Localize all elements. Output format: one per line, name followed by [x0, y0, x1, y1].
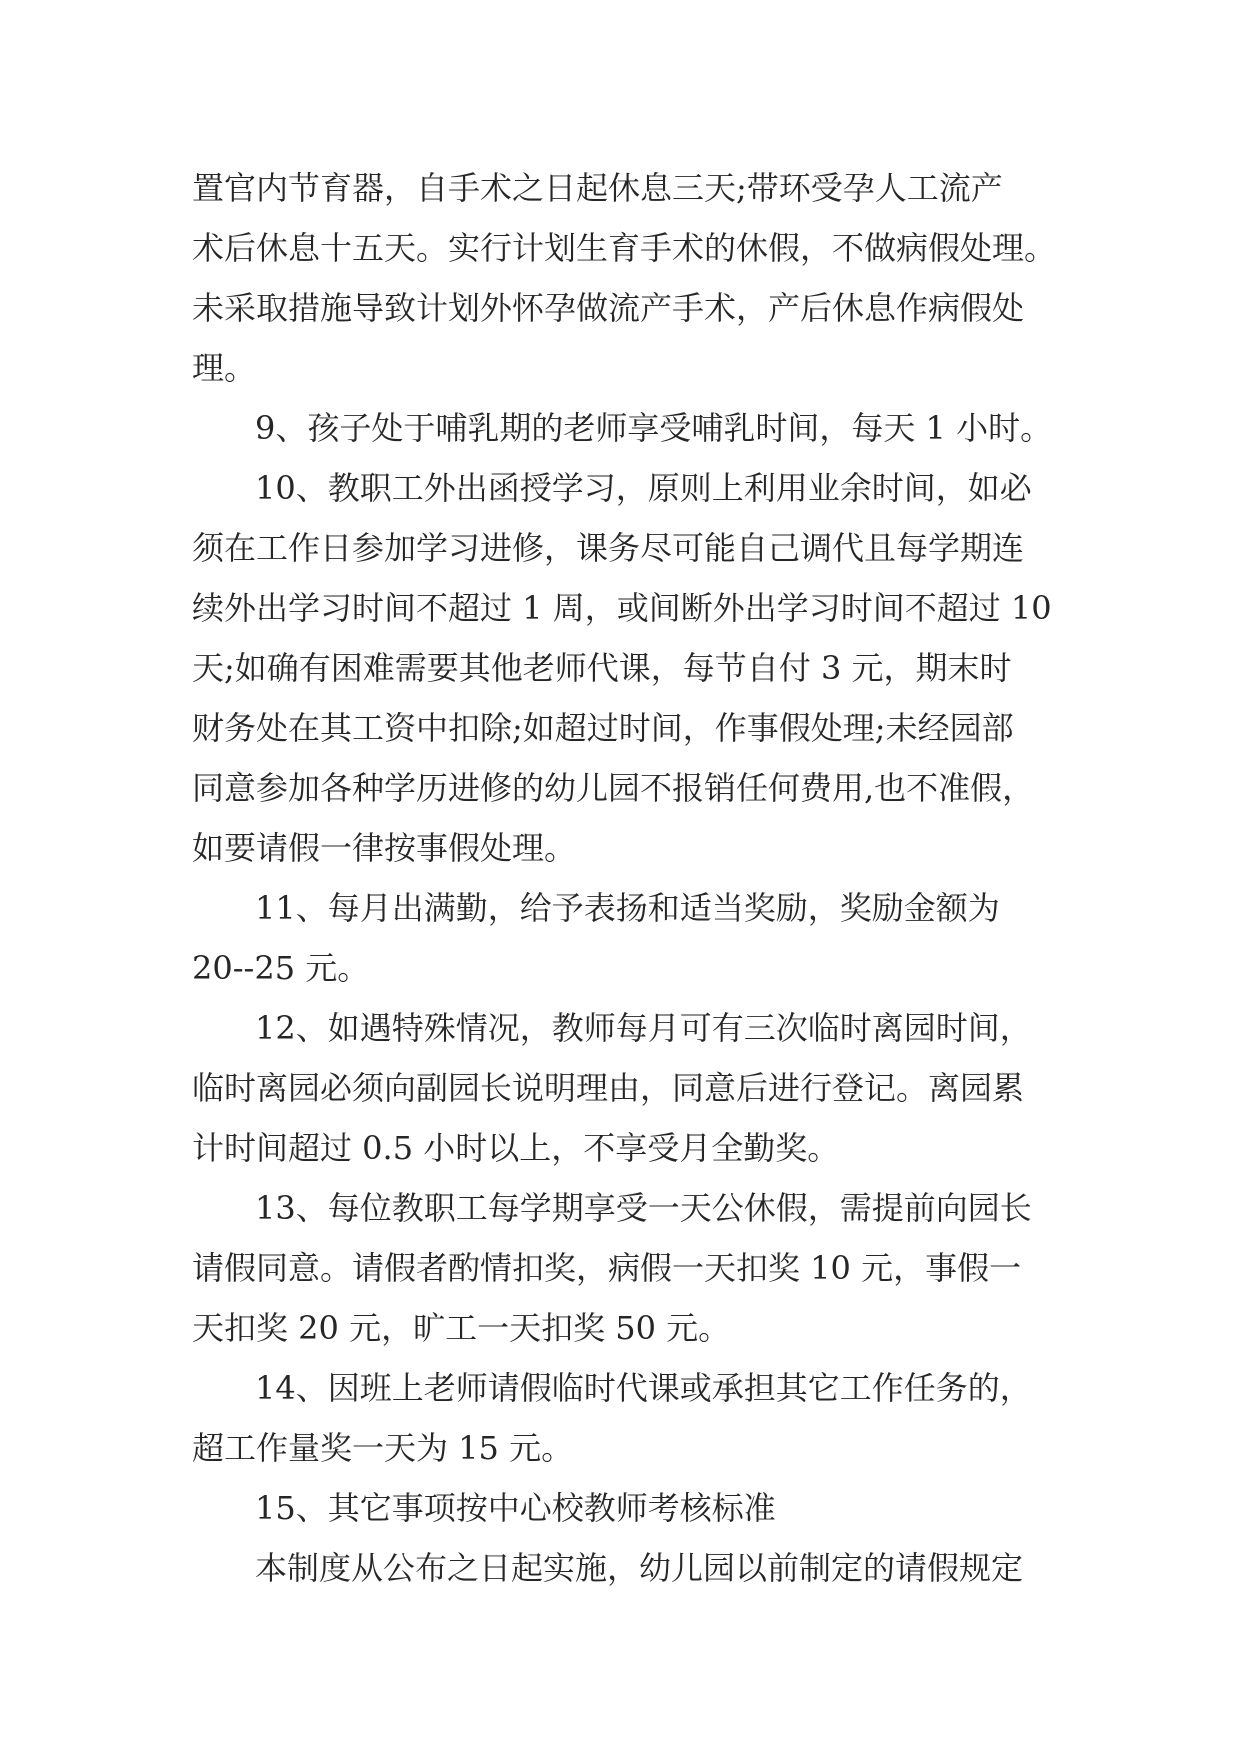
- text-line: 超工作量奖一天为 15 元。: [192, 1429, 574, 1467]
- text-line: 财务处在其工资中扣除;如超过时间，作事假处理;未经园部: [192, 709, 1014, 747]
- text-line: 续外出学习时间不超过 1 周，或间断外出学习时间不超过 10: [192, 589, 1052, 627]
- text-line: 同意参加各种学历进修的幼儿园不报销任何费用,也不准假，: [192, 769, 1035, 807]
- text-line: 未采取措施导致计划外怀孕做流产手术，产后休息作病假处: [192, 289, 1025, 327]
- text-line: 理。: [192, 349, 257, 387]
- text-line: 天扣奖 20 元，旷工一天扣奖 50 元。: [192, 1309, 731, 1347]
- item-10-line: 10、教职工外出函授学习，原则上利用业余时间，如必: [255, 469, 1032, 507]
- item-15-line: 15、其它事项按中心校教师考核标准: [255, 1489, 776, 1527]
- item-9-line: 9、孩子处于哺乳期的老师享受哺乳时间，每天 1 小时。: [255, 409, 1053, 447]
- item-14-line: 14、因班上老师请假临时代课或承担其它工作任务的，: [255, 1369, 1032, 1407]
- text-line: 如要请假一律按事假处理。: [192, 829, 577, 867]
- text-line: 天;如确有困难需要其他老师代课，每节自付 3 元，期末时: [192, 649, 1012, 687]
- item-11-line: 11、每月出满勤，给予表扬和适当奖励，奖励金额为: [255, 889, 1000, 927]
- closing-line: 本制度从公布之日起实施，幼儿园以前制定的请假规定: [255, 1549, 1024, 1587]
- item-12-line: 12、如遇特殊情况，教师每月可有三次临时离园时间，: [255, 1009, 1032, 1047]
- text-line: 术后休息十五天。实行计划生育手术的休假，不做病假处理。: [192, 229, 1057, 267]
- text-line: 须在工作日参加学习进修，课务尽可能自己调代且每学期连: [192, 529, 1025, 567]
- text-line: 计时间超过 0.5 小时以上，不享受月全勤奖。: [192, 1129, 840, 1167]
- item-13-line: 13、每位教职工每学期享受一天公休假，需提前向园长: [255, 1189, 1032, 1227]
- text-line: 置官内节育器，自手术之日起休息三天;带环受孕人工流产: [192, 169, 1003, 207]
- text-line: 请假同意。请假者酌情扣奖，病假一天扣奖 10 元，事假一: [192, 1249, 1022, 1287]
- text-line: 临时离园必须向副园长说明理由，同意后进行登记。离园累: [192, 1069, 1025, 1107]
- text-line: 20--25 元。: [192, 949, 370, 987]
